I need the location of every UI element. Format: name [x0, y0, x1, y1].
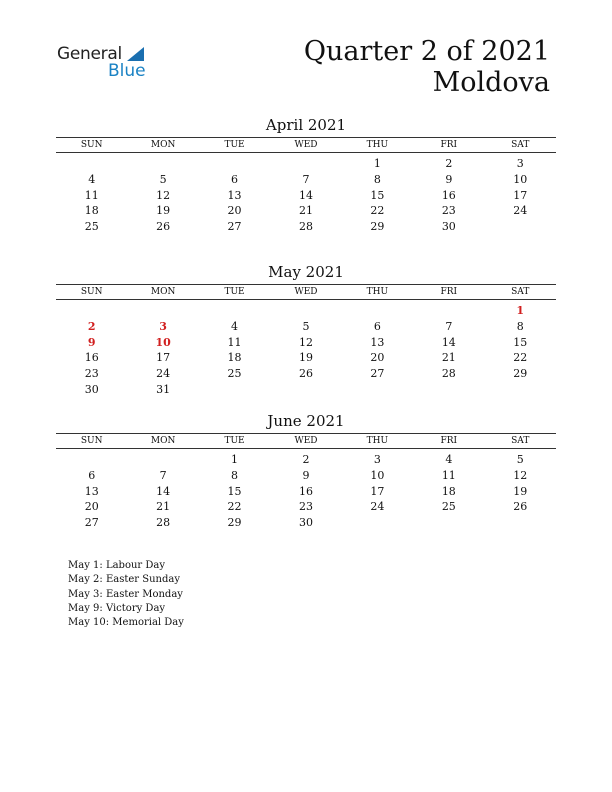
day-cell: 2	[445, 157, 453, 170]
holiday-day-cell: 1	[516, 304, 525, 317]
week-row	[56, 172, 556, 188]
day-cell	[127, 303, 198, 319]
weekday-header: THU	[366, 436, 389, 446]
weeks-grid	[56, 156, 556, 235]
week-row	[56, 156, 556, 172]
week-row	[56, 484, 556, 500]
day-cell: 17	[156, 351, 171, 365]
day-cell: 28	[441, 367, 456, 381]
day-cell	[270, 382, 341, 398]
day-cell: 19	[513, 484, 528, 498]
week-row	[56, 303, 556, 319]
day-cell: 26	[156, 220, 171, 234]
day-cell: 23	[84, 367, 99, 381]
day-cell: 8	[231, 468, 239, 482]
day-cell: 29	[227, 516, 242, 530]
quarter-title: Quarter 2 of 2021	[303, 36, 550, 67]
day-cell: 21	[156, 500, 171, 514]
day-cell: 20	[227, 204, 242, 218]
day-cell: 25	[441, 500, 456, 514]
day-cell	[342, 382, 413, 398]
day-cell: 12	[298, 335, 313, 349]
weekday-header: SAT	[511, 287, 530, 297]
day-cell: 2	[302, 453, 310, 466]
day-cell: 24	[513, 204, 528, 218]
day-cell: 5	[516, 453, 524, 466]
day-cell: 3	[516, 157, 524, 170]
day-cell: 26	[298, 367, 313, 381]
day-cell: 6	[231, 172, 239, 186]
holiday-day-cell: 10	[155, 335, 171, 349]
day-cell: 16	[84, 351, 99, 365]
day-cell: 24	[370, 500, 385, 514]
day-cell: 25	[227, 367, 242, 381]
weekday-header: SAT	[511, 140, 530, 150]
logo-blue-text: Blue	[108, 61, 146, 81]
day-cell: 30	[441, 220, 456, 234]
day-cell: 13	[370, 335, 385, 349]
day-cell: 4	[88, 172, 96, 186]
day-cell: 1	[231, 453, 239, 466]
logo-general-text: General	[57, 44, 122, 64]
day-cell: 4	[231, 319, 239, 333]
day-cell: 15	[513, 335, 528, 349]
weekday-header-row	[56, 284, 556, 300]
day-cell	[199, 382, 270, 398]
day-cell: 16	[441, 188, 456, 202]
country-title: Moldova	[432, 67, 550, 98]
day-cell: 24	[156, 367, 171, 381]
weekday-header: THU	[366, 287, 389, 297]
day-cell: 21	[441, 351, 456, 365]
day-cell: 11	[441, 468, 456, 482]
weekday-header: TUE	[224, 287, 245, 297]
day-cell	[342, 515, 413, 531]
day-cell: 28	[298, 220, 313, 234]
day-cell: 8	[516, 319, 524, 333]
month-name: April 2021	[265, 116, 347, 134]
holiday-note: May 1: Labour Day	[68, 560, 165, 571]
day-cell	[485, 382, 556, 398]
weekday-header: FRI	[440, 140, 458, 150]
holiday-day-cell: 3	[159, 319, 167, 333]
weekday-header: SUN	[80, 287, 103, 297]
weekday-header: WED	[294, 287, 318, 297]
page-title	[304, 36, 550, 98]
holiday-day-cell: 9	[87, 335, 96, 349]
month-april	[56, 116, 556, 235]
day-cell: 15	[227, 484, 242, 498]
day-cell: 15	[370, 188, 385, 202]
day-cell	[199, 303, 270, 319]
day-cell	[127, 452, 198, 468]
day-cell	[485, 515, 556, 531]
week-row	[56, 188, 556, 204]
day-cell: 30	[298, 516, 313, 530]
day-cell: 10	[370, 468, 385, 482]
week-row	[56, 452, 556, 468]
day-cell: 18	[227, 351, 242, 365]
day-cell: 27	[370, 367, 385, 381]
holiday-note: May 9: Victory Day	[68, 602, 166, 614]
week-row	[56, 499, 556, 515]
day-cell: 7	[445, 319, 453, 333]
day-cell: 29	[513, 367, 528, 381]
holiday-notes	[68, 559, 184, 630]
day-cell: 10	[513, 172, 528, 186]
month-june	[56, 412, 556, 531]
day-cell: 8	[373, 172, 381, 186]
week-row	[56, 335, 556, 351]
logo-triangle-icon	[127, 47, 144, 61]
holiday-day-cell: 2	[87, 319, 96, 333]
weekday-header: MON	[150, 436, 176, 446]
week-row	[56, 203, 556, 219]
week-row	[56, 319, 556, 335]
day-cell: 23	[298, 500, 313, 514]
day-cell: 17	[370, 484, 385, 498]
week-row	[56, 468, 556, 484]
week-row	[56, 350, 556, 366]
weekday-header: TUE	[224, 436, 245, 446]
day-cell: 18	[441, 484, 456, 498]
weekday-header: FRI	[440, 436, 458, 446]
generalblue-logo	[57, 44, 157, 84]
day-cell: 19	[298, 351, 313, 365]
day-cell	[127, 156, 198, 172]
day-cell: 31	[156, 382, 171, 396]
weeks-grid	[56, 452, 556, 531]
day-cell	[413, 515, 484, 531]
day-cell	[342, 303, 413, 319]
day-cell: 5	[159, 172, 167, 186]
day-cell: 22	[227, 500, 242, 514]
day-cell: 23	[441, 204, 456, 218]
month-name: June 2021	[267, 412, 345, 430]
day-cell: 27	[84, 516, 99, 530]
weekday-header: FRI	[440, 287, 458, 297]
weekday-header: SUN	[80, 140, 103, 150]
day-cell: 11	[84, 188, 99, 202]
weekday-header: SAT	[511, 436, 530, 446]
day-cell: 14	[298, 188, 313, 202]
day-cell	[270, 303, 341, 319]
weekday-header: SUN	[80, 436, 103, 446]
week-row	[56, 515, 556, 531]
day-cell: 14	[156, 484, 171, 498]
day-cell	[56, 156, 127, 172]
weekday-header: MON	[150, 140, 176, 150]
weekday-header: WED	[294, 140, 318, 150]
day-cell: 22	[513, 351, 528, 365]
day-cell: 29	[370, 220, 385, 234]
day-cell	[56, 452, 127, 468]
day-cell: 1	[373, 157, 381, 170]
weekday-header: TUE	[224, 140, 245, 150]
holiday-note: May 3: Easter Monday	[68, 588, 183, 600]
holiday-note: May 2: Easter Sunday	[68, 574, 180, 586]
week-row	[56, 366, 556, 382]
day-cell: 21	[298, 204, 313, 218]
day-cell: 7	[302, 172, 310, 186]
day-cell: 5	[302, 319, 310, 333]
day-cell	[199, 156, 270, 172]
day-cell	[270, 156, 341, 172]
holiday-note: May 10: Memorial Day	[68, 617, 184, 629]
day-cell: 28	[156, 516, 171, 530]
weekday-header: WED	[294, 436, 318, 446]
weekday-header: THU	[366, 140, 389, 150]
day-cell: 25	[84, 220, 99, 234]
day-cell: 12	[156, 188, 171, 202]
day-cell: 9	[445, 172, 453, 186]
day-cell: 13	[227, 188, 242, 202]
weeks-grid	[56, 303, 556, 398]
day-cell: 30	[84, 382, 99, 396]
day-cell: 26	[513, 500, 528, 514]
day-cell: 9	[302, 468, 310, 482]
day-cell: 6	[88, 468, 96, 482]
weekday-header: MON	[150, 287, 176, 297]
day-cell: 3	[373, 453, 381, 466]
day-cell	[485, 219, 556, 235]
day-cell: 22	[370, 204, 385, 218]
week-row	[56, 219, 556, 235]
day-cell: 19	[156, 204, 171, 218]
month-name: May 2021	[268, 263, 344, 281]
day-cell: 6	[373, 319, 381, 333]
day-cell	[413, 382, 484, 398]
day-cell: 11	[227, 335, 242, 349]
week-row	[56, 382, 556, 398]
day-cell	[413, 303, 484, 319]
day-cell: 16	[298, 484, 313, 498]
day-cell: 27	[227, 220, 242, 234]
day-cell: 12	[513, 468, 528, 482]
weekday-header-row	[56, 137, 556, 153]
day-cell: 7	[159, 468, 167, 482]
day-cell: 17	[513, 188, 528, 202]
day-cell: 13	[84, 484, 99, 498]
day-cell: 20	[84, 500, 99, 514]
day-cell: 18	[84, 204, 99, 218]
day-cell	[56, 303, 127, 319]
day-cell: 4	[445, 453, 453, 466]
day-cell: 20	[370, 351, 385, 365]
day-cell: 14	[441, 335, 456, 349]
month-may	[56, 263, 556, 398]
weekday-header-row	[56, 433, 556, 449]
